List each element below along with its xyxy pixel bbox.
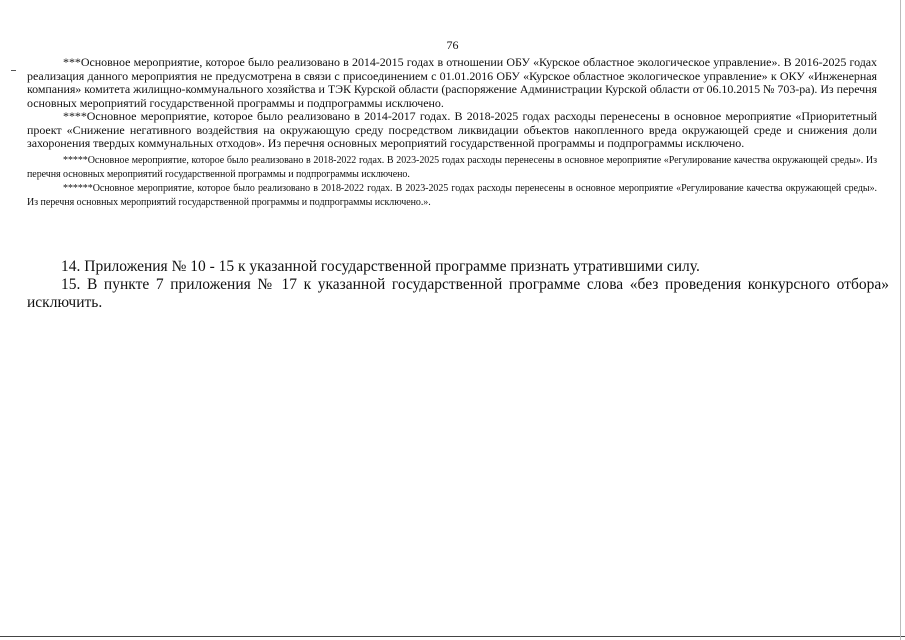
paragraph-item-14: 14. Приложения № 10 - 15 к указанной государственной программе признать утратившими силу.: [61, 258, 700, 275]
main-text-block: [27, 258, 889, 312]
scan-bottom-edge: [0, 636, 905, 637]
footnote-6: ******Основное мероприятие, которое было реализовано в 2018-2022 годах. В 2023-2025 годах расходы перенесены в основное мероприятие «Регулирование качества окружающей среды». Из перечня основных мероприятий государственной программы и подпрограммы исключено.».: [27, 182, 877, 208]
scan-right-edge: [900, 0, 901, 640]
footnotes-block: [27, 56, 877, 210]
footnote-5: *****Основное мероприятие, которое было реализовано в 2018-2022 годах. В 2023-2025 годах расходы перенесены в основное мероприятие «Регулирование качества окружающей среды». Из перечня основных мероприятий государственной программы и подпрограммы исключено.: [27, 154, 877, 180]
footnote-4: ****Основное мероприятие, которое было реализовано в 2014-2017 годах. В 2018-2025 годах расходы перенесены в основное мероприятие «Приоритетный проект «Снижение негативного воздействия на окружающую среду посредством ликвидации объектов накопленного вреда окружающей среде и снижения доли захоронения твердых коммунальных отходов». Из перечня основных мероприятий государственной программы и подпрограммы исключено.: [27, 109, 877, 150]
footnote-3: ***Основное мероприятие, которое было реализовано в 2014-2015 годах в отношении ОБУ «Курское областное экологическое управление». В 2016-2025 годах реализация данного мероприятия не предусмотрена в связи с присоединением с 01.01.2016 ОБУ «Курское областное экологическое управление» к ОКУ «Инженерная компания» комитета жилищно-коммунального хозяйства и ТЭК Курской области (распоряжение Администрации Курской области от 06.10.2015 № 703-ра). Из перечня основных мероприятий государственной программы и подпрограммы исключено.: [27, 55, 877, 110]
paragraph-item-15: 15. В пункте 7 приложения № 17 к указанной государственной программе слова «без проведения конкурсного отбора» исключить.: [27, 276, 889, 311]
margin-mark: [11, 70, 16, 71]
page-number: 76: [446, 38, 459, 52]
